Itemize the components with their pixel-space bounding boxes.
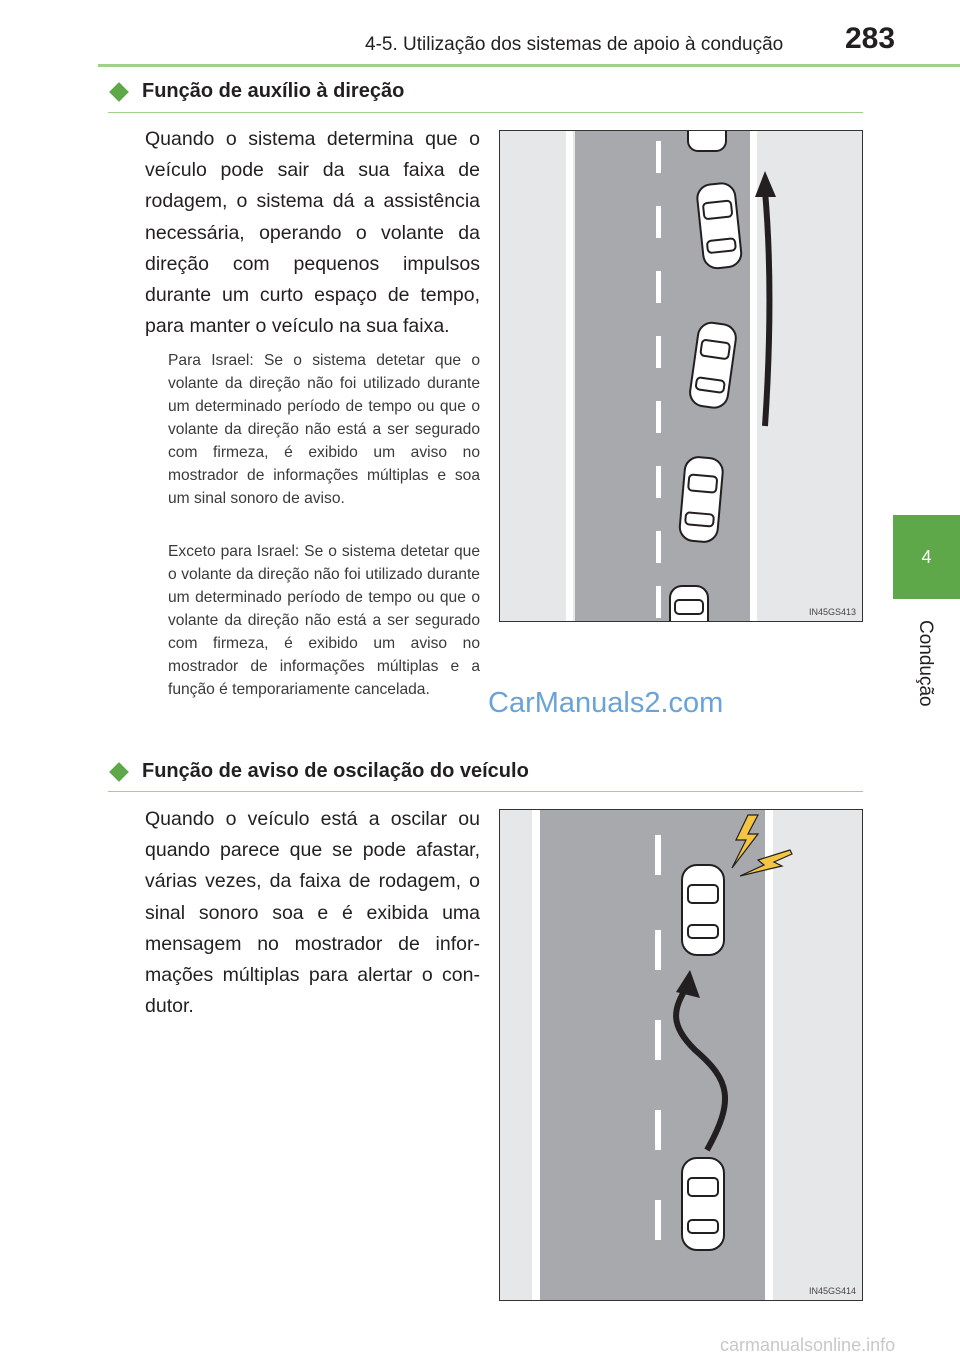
running-header-title: 4-5. Utilização dos sistemas de apoio à condução [365,34,784,55]
figure-sway-warning [499,809,863,1301]
section-divider [108,112,863,113]
section-heading-text: Função de auxílio à direção [142,80,405,102]
section-body-text: Quando o sistema determina que o veículo pode sair da sua faixa de rodagem, o sistema dá a assistência necessária, operando o volante da direção com pequenos impulsos durante um curto espaço de tempo, para manter o veículo na sua faixa. [145,128,480,338]
diamond-bullet-icon [109,762,129,782]
figure-steering-assist [499,130,863,622]
site-watermark: CarManuals2.com [488,687,724,719]
figure-code: IN45GS414 [808,1286,856,1296]
chapter-label: Condução [915,620,936,707]
chapter-number: 4 [921,546,932,567]
footer-watermark: carmanualsonline.info [720,1335,896,1355]
section-body-text: Quando o veículo está a oscilar ou quando parece que se pode afastar, várias vezes, da faixa de rodagem, o sinal sonoro soa e é exibida uma mensagem no mostrador de informações múltiplas para alertar o condutor. [145,808,480,1018]
car-icon [679,456,724,543]
diamond-bullet-icon [109,82,129,102]
lane-steering-illustration [500,131,862,621]
header-divider [98,64,960,67]
car-icon [696,182,743,270]
note-israel: Para Israel: Se o sistema detetar que o volante da direção não foi utilizado durante um determinado período de tempo ou que o volante da direção não está a ser segurado com firmeza, é exibido um aviso no mostrador de informações múltiplas e soa um sinal sonoro de aviso. [168,352,480,507]
page-number: 283 [845,22,896,55]
car-icon [688,131,726,151]
chapter-tab[interactable] [893,515,960,599]
section-heading-steering-assist [108,80,404,103]
car-icon [670,586,708,621]
note-except-israel: Exceto para Israel: Se o sistema detetar que o volante da direção não foi utilizado durante um determinado período de tempo ou que o volante da direção não está a ser segurado com firmeza, é exibido um aviso no mostrador de informações múltiplas e a função é temporariamente cancelada. [168,543,480,698]
car-icon [682,1158,724,1250]
section-divider [108,791,863,792]
section-heading-text: Função de aviso de oscilação do veículo [142,760,529,782]
figure-code: IN45GS413 [808,607,856,617]
lane-sway-illustration [500,810,862,1300]
section-heading-sway-warning [108,760,529,783]
car-icon [682,865,724,955]
